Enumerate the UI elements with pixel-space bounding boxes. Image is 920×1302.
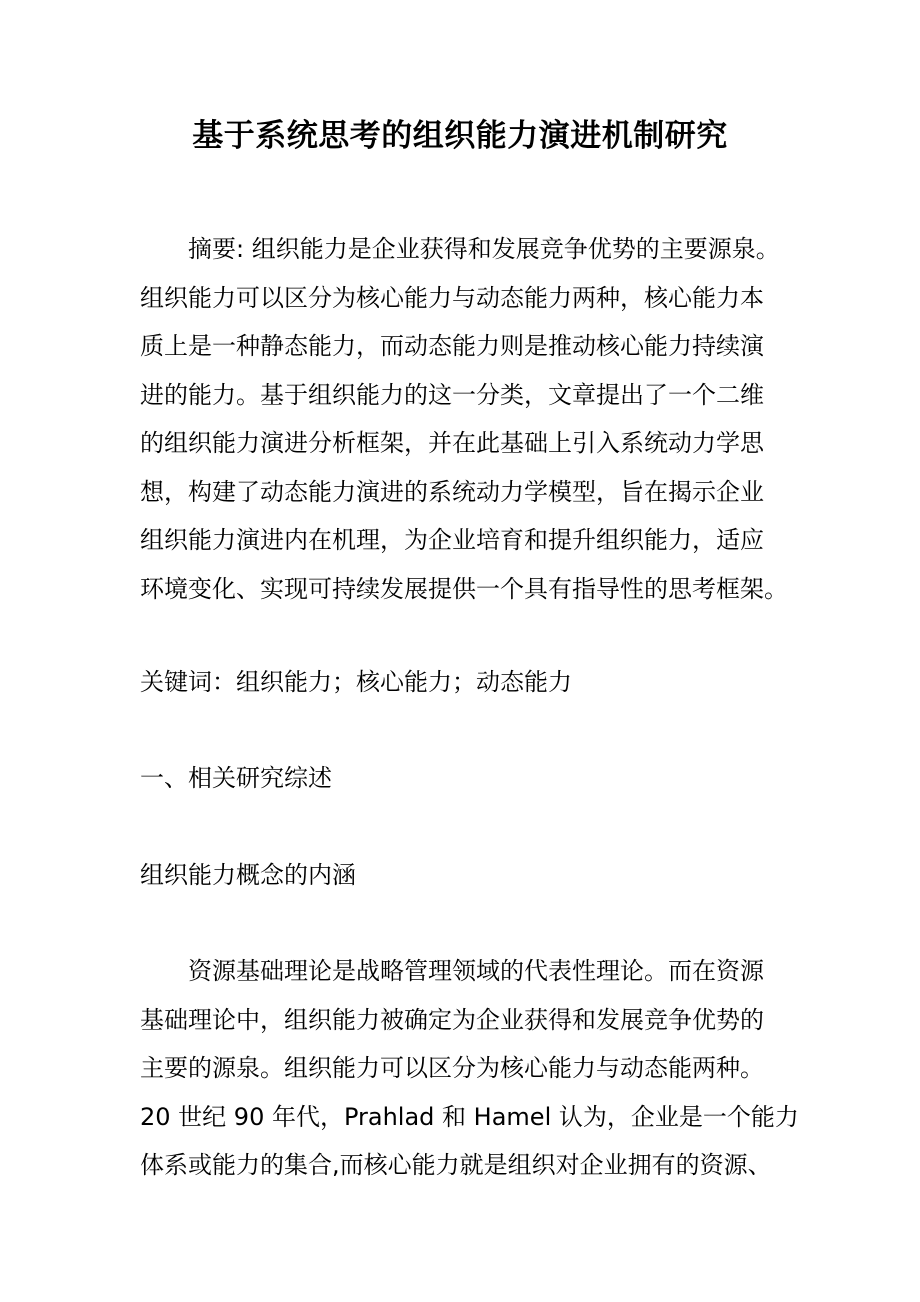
abstract-line: 组织能力可以区分为核心能力与动态能力两种，核心能力本 [140, 283, 764, 312]
abstract-line: 组织能力演进内在机理，为企业培育和提升组织能力，适应 [140, 526, 764, 554]
paragraph-line: 基础理论中，组织能力被确定为企业获得和发展竞争优势的 [140, 1005, 764, 1034]
paragraph-line: 20 世纪 90 年代，Prahlad 和 Hamel 认为，企业是一个能力 [140, 1102, 799, 1131]
document-title: 基于系统思考的组织能力演进机制研究 [192, 118, 728, 154]
abstract-line: 环境变化、实现可持续发展提供一个具有指导性的思考框架。 [140, 574, 788, 603]
abstract-line: 想，构建了动态能力演进的系统动力学模型，旨在揭示企业 [140, 477, 764, 506]
section-heading: 一、相关研究综述 [140, 764, 332, 792]
subheading: 组织能力概念的内涵 [140, 861, 356, 889]
paragraph-line: 主要的源泉。组织能力可以区分为核心能力与动态能两种。 [140, 1054, 764, 1082]
abstract-line: 摘要: 组织能力是企业获得和发展竞争优势的主要源泉。 [188, 235, 780, 263]
body-paragraph [140, 947, 799, 1190]
abstract-line: 进的能力。基于组织能力的这一分类，文章提出了一个二维 [140, 380, 764, 409]
abstract-line: 的组织能力演进分析框架，并在此基础上引入系统动力学思 [140, 429, 764, 457]
paragraph-line: 体系或能力的集合,而核心能力就是组织对企业拥有的资源、 [140, 1151, 772, 1179]
abstract [140, 225, 788, 613]
paragraph-line: 资源基础理论是战略管理领域的代表性理论。而在资源 [188, 957, 764, 985]
abstract-line: 质上是一种静态能力，而动态能力则是推动核心能力持续演 [140, 332, 764, 360]
keywords: 关键词：组织能力；核心能力；动态能力 [140, 668, 572, 696]
